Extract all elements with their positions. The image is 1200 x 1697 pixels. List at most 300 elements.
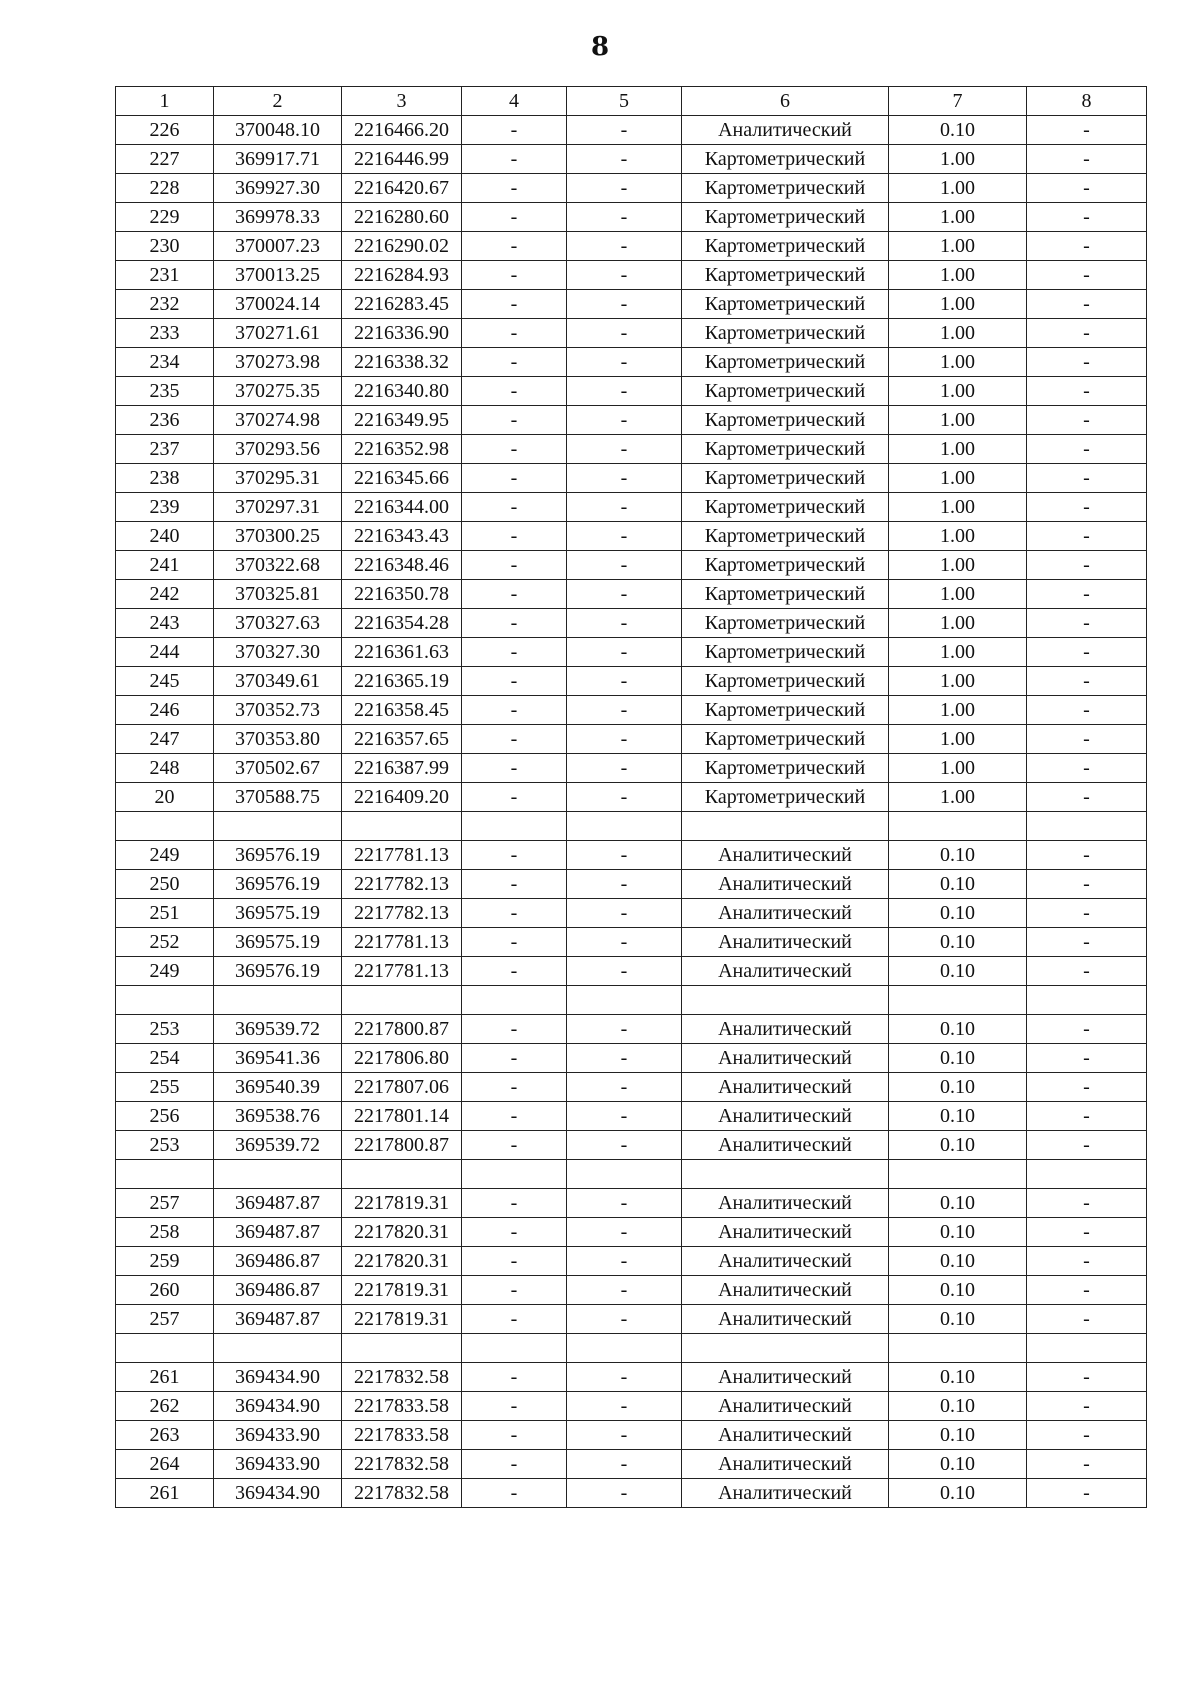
x-coordinate-cell: 369487.87: [214, 1189, 342, 1218]
x-coordinate-cell: 369434.90: [214, 1363, 342, 1392]
point-number-cell: 258: [116, 1218, 214, 1247]
method-cell: Картометрический: [682, 232, 889, 261]
accuracy-cell: 1.00: [889, 348, 1027, 377]
accuracy-cell: [889, 986, 1027, 1015]
method-cell: Картометрический: [682, 754, 889, 783]
y-coordinate-cell: 2216340.80: [342, 377, 462, 406]
col4-cell: -: [462, 319, 567, 348]
accuracy-cell: 1.00: [889, 406, 1027, 435]
x-coordinate-cell: 370293.56: [214, 435, 342, 464]
col8-cell: -: [1027, 203, 1147, 232]
method-cell: Аналитический: [682, 116, 889, 145]
y-coordinate-cell: 2216349.95: [342, 406, 462, 435]
y-coordinate-cell: 2217833.58: [342, 1421, 462, 1450]
col8-cell: -: [1027, 522, 1147, 551]
accuracy-cell: 0.10: [889, 1247, 1027, 1276]
x-coordinate-cell: 369576.19: [214, 870, 342, 899]
col5-cell: [567, 1334, 682, 1363]
accuracy-cell: [889, 1160, 1027, 1189]
y-coordinate-cell: 2216336.90: [342, 319, 462, 348]
point-number-cell: 240: [116, 522, 214, 551]
accuracy-cell: 1.00: [889, 580, 1027, 609]
accuracy-cell: 0.10: [889, 1015, 1027, 1044]
method-cell: Картометрический: [682, 406, 889, 435]
col5-cell: -: [567, 870, 682, 899]
point-number-cell: 251: [116, 899, 214, 928]
col5-cell: -: [567, 609, 682, 638]
point-number-cell: 239: [116, 493, 214, 522]
col4-cell: -: [462, 464, 567, 493]
y-coordinate-cell: 2216345.66: [342, 464, 462, 493]
point-number-cell: 253: [116, 1015, 214, 1044]
point-number-cell: [116, 1160, 214, 1189]
col8-cell: -: [1027, 1421, 1147, 1450]
accuracy-cell: 1.00: [889, 174, 1027, 203]
x-coordinate-cell: 369539.72: [214, 1015, 342, 1044]
x-coordinate-cell: 370327.63: [214, 609, 342, 638]
point-number-cell: 231: [116, 261, 214, 290]
y-coordinate-cell: 2216280.60: [342, 203, 462, 232]
accuracy-cell: 0.10: [889, 1363, 1027, 1392]
col8-cell: -: [1027, 957, 1147, 986]
y-coordinate-cell: 2217782.13: [342, 899, 462, 928]
x-coordinate-cell: 369538.76: [214, 1102, 342, 1131]
column-header: 3: [342, 87, 462, 116]
accuracy-cell: 1.00: [889, 290, 1027, 319]
y-coordinate-cell: 2217819.31: [342, 1305, 462, 1334]
accuracy-cell: 1.00: [889, 232, 1027, 261]
method-cell: Картометрический: [682, 145, 889, 174]
point-number-cell: 257: [116, 1305, 214, 1334]
col8-cell: -: [1027, 1305, 1147, 1334]
col4-cell: -: [462, 1189, 567, 1218]
col4-cell: -: [462, 1102, 567, 1131]
x-coordinate-cell: 370325.81: [214, 580, 342, 609]
method-cell: Аналитический: [682, 1044, 889, 1073]
x-coordinate-cell: 369434.90: [214, 1479, 342, 1508]
y-coordinate-cell: 2217820.31: [342, 1247, 462, 1276]
col8-cell: -: [1027, 725, 1147, 754]
table-row: [116, 696, 1147, 725]
y-coordinate-cell: [342, 986, 462, 1015]
coordinates-table: [115, 86, 1147, 1508]
col4-cell: -: [462, 1479, 567, 1508]
col4-cell: -: [462, 174, 567, 203]
table-row: [116, 1479, 1147, 1508]
table-row: [116, 493, 1147, 522]
y-coordinate-cell: 2216348.46: [342, 551, 462, 580]
point-number-cell: 243: [116, 609, 214, 638]
col4-cell: -: [462, 1131, 567, 1160]
accuracy-cell: 1.00: [889, 522, 1027, 551]
col5-cell: -: [567, 580, 682, 609]
col4-cell: -: [462, 261, 567, 290]
accuracy-cell: 0.10: [889, 1450, 1027, 1479]
y-coordinate-cell: 2216344.00: [342, 493, 462, 522]
col8-cell: -: [1027, 783, 1147, 812]
method-cell: Картометрический: [682, 319, 889, 348]
method-cell: Картометрический: [682, 696, 889, 725]
accuracy-cell: 1.00: [889, 551, 1027, 580]
col8-cell: [1027, 986, 1147, 1015]
x-coordinate-cell: 369433.90: [214, 1421, 342, 1450]
y-coordinate-cell: 2217781.13: [342, 841, 462, 870]
table-row: [116, 348, 1147, 377]
method-cell: Аналитический: [682, 1102, 889, 1131]
col4-cell: -: [462, 1044, 567, 1073]
y-coordinate-cell: 2217782.13: [342, 870, 462, 899]
col4-cell: -: [462, 1450, 567, 1479]
point-number-cell: 238: [116, 464, 214, 493]
method-cell: Картометрический: [682, 580, 889, 609]
table-row: [116, 1131, 1147, 1160]
col5-cell: [567, 986, 682, 1015]
col4-cell: -: [462, 899, 567, 928]
accuracy-cell: 0.10: [889, 1102, 1027, 1131]
col8-cell: -: [1027, 1479, 1147, 1508]
col5-cell: -: [567, 1479, 682, 1508]
method-cell: [682, 1160, 889, 1189]
col8-cell: -: [1027, 406, 1147, 435]
table-row: [116, 203, 1147, 232]
y-coordinate-cell: 2216387.99: [342, 754, 462, 783]
table-row: [116, 290, 1147, 319]
accuracy-cell: 0.10: [889, 870, 1027, 899]
col4-cell: -: [462, 1015, 567, 1044]
table-row: [116, 783, 1147, 812]
col8-cell: -: [1027, 1363, 1147, 1392]
col8-cell: -: [1027, 1073, 1147, 1102]
col4-cell: -: [462, 957, 567, 986]
table-row: [116, 1276, 1147, 1305]
col8-cell: -: [1027, 1131, 1147, 1160]
col5-cell: -: [567, 174, 682, 203]
col4-cell: -: [462, 754, 567, 783]
accuracy-cell: 0.10: [889, 841, 1027, 870]
y-coordinate-cell: 2216283.45: [342, 290, 462, 319]
accuracy-cell: 0.10: [889, 1131, 1027, 1160]
accuracy-cell: 1.00: [889, 696, 1027, 725]
table-row: [116, 1015, 1147, 1044]
point-number-cell: 241: [116, 551, 214, 580]
col8-cell: -: [1027, 609, 1147, 638]
method-cell: [682, 986, 889, 1015]
x-coordinate-cell: 370327.30: [214, 638, 342, 667]
col8-cell: -: [1027, 435, 1147, 464]
x-coordinate-cell: 370353.80: [214, 725, 342, 754]
method-cell: Картометрический: [682, 725, 889, 754]
table-row: [116, 1392, 1147, 1421]
col8-cell: -: [1027, 580, 1147, 609]
x-coordinate-cell: 369487.87: [214, 1305, 342, 1334]
table-row: [116, 1218, 1147, 1247]
col8-cell: -: [1027, 754, 1147, 783]
method-cell: [682, 812, 889, 841]
accuracy-cell: 1.00: [889, 783, 1027, 812]
table-row: [116, 1102, 1147, 1131]
col8-cell: -: [1027, 696, 1147, 725]
table-row: [116, 261, 1147, 290]
col5-cell: -: [567, 1247, 682, 1276]
y-coordinate-cell: [342, 1160, 462, 1189]
table-row: [116, 232, 1147, 261]
point-number-cell: 255: [116, 1073, 214, 1102]
table-row: [116, 754, 1147, 783]
col5-cell: -: [567, 1392, 682, 1421]
col5-cell: -: [567, 348, 682, 377]
y-coordinate-cell: 2216290.02: [342, 232, 462, 261]
x-coordinate-cell: 369434.90: [214, 1392, 342, 1421]
col8-cell: -: [1027, 290, 1147, 319]
table-row: [116, 1189, 1147, 1218]
table-row: [116, 841, 1147, 870]
method-cell: Картометрический: [682, 609, 889, 638]
table-row: [116, 986, 1147, 1015]
x-coordinate-cell: 369539.72: [214, 1131, 342, 1160]
x-coordinate-cell: 369541.36: [214, 1044, 342, 1073]
accuracy-cell: 0.10: [889, 1479, 1027, 1508]
col8-cell: -: [1027, 464, 1147, 493]
table-row: [116, 377, 1147, 406]
method-cell: Картометрический: [682, 203, 889, 232]
method-cell: [682, 1334, 889, 1363]
col8-cell: -: [1027, 1247, 1147, 1276]
header-row: [116, 87, 1147, 116]
x-coordinate-cell: 370352.73: [214, 696, 342, 725]
col4-cell: -: [462, 232, 567, 261]
point-number-cell: 247: [116, 725, 214, 754]
accuracy-cell: 1.00: [889, 435, 1027, 464]
point-number-cell: 249: [116, 841, 214, 870]
col5-cell: -: [567, 1015, 682, 1044]
col8-cell: -: [1027, 551, 1147, 580]
col4-cell: [462, 1334, 567, 1363]
table-row: [116, 1073, 1147, 1102]
accuracy-cell: 1.00: [889, 667, 1027, 696]
point-number-cell: 252: [116, 928, 214, 957]
point-number-cell: 235: [116, 377, 214, 406]
x-coordinate-cell: 370297.31: [214, 493, 342, 522]
method-cell: Аналитический: [682, 1015, 889, 1044]
table-body: [116, 116, 1147, 1508]
col8-cell: [1027, 812, 1147, 841]
col4-cell: -: [462, 1305, 567, 1334]
col8-cell: [1027, 1160, 1147, 1189]
col8-cell: [1027, 1334, 1147, 1363]
col8-cell: -: [1027, 348, 1147, 377]
col4-cell: -: [462, 145, 567, 174]
y-coordinate-cell: 2216354.28: [342, 609, 462, 638]
method-cell: Аналитический: [682, 1218, 889, 1247]
y-coordinate-cell: 2217833.58: [342, 1392, 462, 1421]
y-coordinate-cell: 2217800.87: [342, 1015, 462, 1044]
accuracy-cell: 1.00: [889, 638, 1027, 667]
table-row: [116, 1450, 1147, 1479]
col4-cell: -: [462, 667, 567, 696]
table-row: [116, 1160, 1147, 1189]
y-coordinate-cell: 2217800.87: [342, 1131, 462, 1160]
point-number-cell: 227: [116, 145, 214, 174]
point-number-cell: 249: [116, 957, 214, 986]
column-header: 4: [462, 87, 567, 116]
table-row: [116, 1421, 1147, 1450]
col8-cell: -: [1027, 899, 1147, 928]
col5-cell: -: [567, 145, 682, 174]
x-coordinate-cell: 369433.90: [214, 1450, 342, 1479]
col5-cell: -: [567, 957, 682, 986]
point-number-cell: 229: [116, 203, 214, 232]
col5-cell: -: [567, 899, 682, 928]
col5-cell: -: [567, 1450, 682, 1479]
point-number-cell: 250: [116, 870, 214, 899]
col4-cell: -: [462, 1363, 567, 1392]
accuracy-cell: [889, 812, 1027, 841]
column-header: 1: [116, 87, 214, 116]
col4-cell: -: [462, 116, 567, 145]
x-coordinate-cell: 370271.61: [214, 319, 342, 348]
point-number-cell: 259: [116, 1247, 214, 1276]
accuracy-cell: 1.00: [889, 319, 1027, 348]
col5-cell: -: [567, 1363, 682, 1392]
col5-cell: -: [567, 261, 682, 290]
point-number-cell: 242: [116, 580, 214, 609]
col5-cell: [567, 1160, 682, 1189]
method-cell: Картометрический: [682, 522, 889, 551]
method-cell: Аналитический: [682, 1131, 889, 1160]
col8-cell: -: [1027, 261, 1147, 290]
col5-cell: -: [567, 725, 682, 754]
accuracy-cell: 0.10: [889, 1392, 1027, 1421]
col5-cell: -: [567, 377, 682, 406]
table-row: [116, 1247, 1147, 1276]
table-row: [116, 928, 1147, 957]
col4-cell: -: [462, 522, 567, 551]
col5-cell: -: [567, 696, 682, 725]
point-number-cell: 20: [116, 783, 214, 812]
x-coordinate-cell: 369540.39: [214, 1073, 342, 1102]
point-number-cell: 256: [116, 1102, 214, 1131]
point-number-cell: 234: [116, 348, 214, 377]
method-cell: Аналитический: [682, 957, 889, 986]
point-number-cell: 245: [116, 667, 214, 696]
method-cell: Картометрический: [682, 667, 889, 696]
col8-cell: -: [1027, 1044, 1147, 1073]
col4-cell: -: [462, 609, 567, 638]
column-header: 2: [214, 87, 342, 116]
x-coordinate-cell: 370588.75: [214, 783, 342, 812]
col4-cell: -: [462, 783, 567, 812]
col5-cell: -: [567, 754, 682, 783]
y-coordinate-cell: 2216350.78: [342, 580, 462, 609]
accuracy-cell: [889, 1334, 1027, 1363]
accuracy-cell: 1.00: [889, 203, 1027, 232]
table-row: [116, 1044, 1147, 1073]
col4-cell: -: [462, 841, 567, 870]
col8-cell: -: [1027, 1189, 1147, 1218]
col5-cell: -: [567, 1073, 682, 1102]
x-coordinate-cell: 370274.98: [214, 406, 342, 435]
point-number-cell: 228: [116, 174, 214, 203]
col8-cell: -: [1027, 1015, 1147, 1044]
x-coordinate-cell: 369576.19: [214, 957, 342, 986]
x-coordinate-cell: 370273.98: [214, 348, 342, 377]
accuracy-cell: 0.10: [889, 957, 1027, 986]
table-row: [116, 116, 1147, 145]
x-coordinate-cell: 370275.35: [214, 377, 342, 406]
col4-cell: [462, 812, 567, 841]
accuracy-cell: 0.10: [889, 1218, 1027, 1247]
point-number-cell: 264: [116, 1450, 214, 1479]
col5-cell: -: [567, 493, 682, 522]
accuracy-cell: 1.00: [889, 261, 1027, 290]
y-coordinate-cell: 2217820.31: [342, 1218, 462, 1247]
col4-cell: -: [462, 1247, 567, 1276]
point-number-cell: 260: [116, 1276, 214, 1305]
method-cell: Аналитический: [682, 899, 889, 928]
x-coordinate-cell: 369486.87: [214, 1276, 342, 1305]
col8-cell: -: [1027, 145, 1147, 174]
table-row: [116, 609, 1147, 638]
method-cell: Картометрический: [682, 348, 889, 377]
method-cell: Аналитический: [682, 1189, 889, 1218]
col4-cell: -: [462, 870, 567, 899]
col5-cell: -: [567, 1421, 682, 1450]
table-row: [116, 522, 1147, 551]
x-coordinate-cell: 370502.67: [214, 754, 342, 783]
col5-cell: -: [567, 1102, 682, 1131]
table-row: [116, 725, 1147, 754]
point-number-cell: 262: [116, 1392, 214, 1421]
accuracy-cell: 0.10: [889, 1276, 1027, 1305]
x-coordinate-cell: 370322.68: [214, 551, 342, 580]
accuracy-cell: 1.00: [889, 145, 1027, 174]
point-number-cell: 246: [116, 696, 214, 725]
y-coordinate-cell: 2216284.93: [342, 261, 462, 290]
accuracy-cell: 1.00: [889, 464, 1027, 493]
table-row: [116, 319, 1147, 348]
x-coordinate-cell: 369576.19: [214, 841, 342, 870]
table-row: [116, 1363, 1147, 1392]
table-row: [116, 667, 1147, 696]
col5-cell: -: [567, 232, 682, 261]
col4-cell: [462, 986, 567, 1015]
col8-cell: -: [1027, 1450, 1147, 1479]
col8-cell: -: [1027, 1218, 1147, 1247]
point-number-cell: 261: [116, 1363, 214, 1392]
col4-cell: -: [462, 290, 567, 319]
y-coordinate-cell: 2217819.31: [342, 1189, 462, 1218]
col5-cell: -: [567, 551, 682, 580]
y-coordinate-cell: 2217832.58: [342, 1479, 462, 1508]
column-header: 6: [682, 87, 889, 116]
y-coordinate-cell: 2216466.20: [342, 116, 462, 145]
x-coordinate-cell: 369978.33: [214, 203, 342, 232]
point-number-cell: [116, 812, 214, 841]
col4-cell: -: [462, 696, 567, 725]
accuracy-cell: 1.00: [889, 754, 1027, 783]
y-coordinate-cell: 2217819.31: [342, 1276, 462, 1305]
method-cell: Аналитический: [682, 928, 889, 957]
column-header: 8: [1027, 87, 1147, 116]
table-row: [116, 145, 1147, 174]
accuracy-cell: 0.10: [889, 899, 1027, 928]
accuracy-cell: 0.10: [889, 1421, 1027, 1450]
method-cell: Аналитический: [682, 1450, 889, 1479]
accuracy-cell: 1.00: [889, 725, 1027, 754]
col8-cell: -: [1027, 928, 1147, 957]
col5-cell: [567, 812, 682, 841]
col8-cell: -: [1027, 870, 1147, 899]
